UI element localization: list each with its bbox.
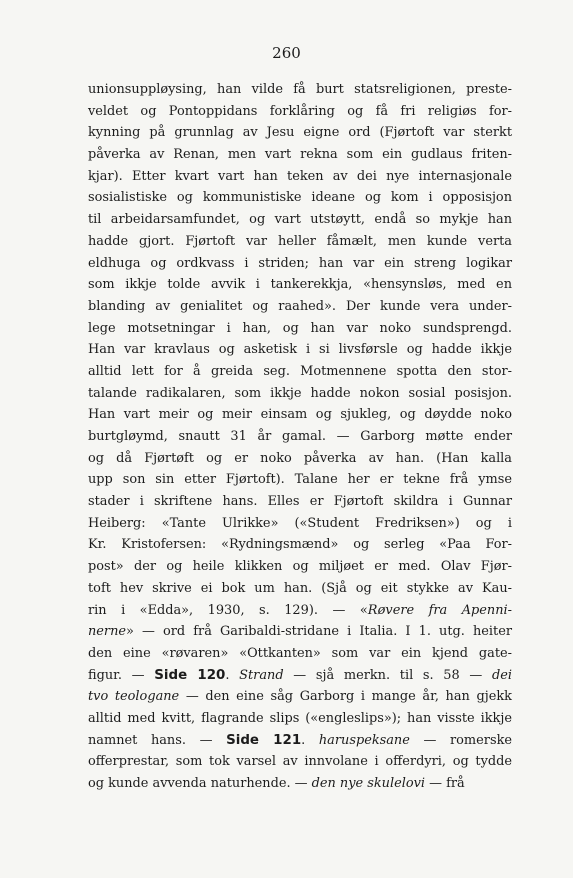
text-line <box>88 79 512 101</box>
text-line <box>88 318 512 340</box>
text-segment: eldhuga og ordkvass i striden; han var ein streng logikar <box>88 255 512 271</box>
text-segment: alltid lett for å greida seg. Motmennene spotta den stor- <box>88 363 512 379</box>
text-segment: — den eine såg Garborg i mange år, han gjekk <box>179 689 512 705</box>
text-segment: talande radikalaren, som ikkje hadde nokon sosial posisjon. <box>88 385 512 401</box>
text-segment: Heiberg: «Tante Ulrikke» («Student Fredriksen») og i <box>88 515 512 531</box>
page-body-text <box>88 79 512 795</box>
text-line <box>88 643 512 665</box>
text-segment: påverka av Renan, men vart rekna som ein gudlaus friten- <box>88 147 512 163</box>
text-line <box>88 274 512 296</box>
text-segment: som ikkje tolde avvik i tankerekkja, «hensynsløs, med en <box>88 277 512 293</box>
text-segment: Han vart meir og meir einsam og sjukleg, og døydde noko <box>88 407 512 423</box>
text-line <box>88 296 512 318</box>
text-segment: lege motsetningar i han, og han var noko sundsprengd. <box>88 320 512 336</box>
text-segment: post» der og heile klikken og miljøet er med. Olav Fjør- <box>88 559 512 575</box>
text-line <box>88 534 512 556</box>
text-segment: rin i «Edda», 1930, s. 129). — « <box>88 602 368 618</box>
page-number: 260 <box>272 44 301 62</box>
text-line <box>88 166 512 188</box>
text-line <box>88 101 512 123</box>
text-segment: og då Fjørtøft og er noko påverka av han. (Han kalla <box>88 450 512 466</box>
text-line <box>88 556 512 578</box>
text-segment: — frå <box>425 776 465 791</box>
italic-term: tvo teologane <box>88 689 180 705</box>
text-line <box>88 730 512 752</box>
text-segment: upp son sin etter Fjørtoft). Talane her er tekne frå ymse <box>88 472 512 488</box>
text-segment: og kunde avvenda naturhende. — <box>88 776 312 791</box>
text-line <box>88 665 512 687</box>
text-line <box>88 513 512 535</box>
text-line <box>88 578 512 600</box>
text-segment: blanding av genialitet og raahed». Der kunde vera under- <box>88 298 512 314</box>
italic-term: Røvere fra Apenni- <box>367 602 512 618</box>
text-segment: alltid med kvitt, flagrande slips («engleslips»); han visste ikkje <box>88 710 512 726</box>
text-segment: hadde gjort. Fjørtoft var heller fåmælt, men kunde verta <box>88 233 512 249</box>
text-line <box>88 144 512 166</box>
text-line <box>88 253 512 275</box>
text-segment: til arbeidarsamfundet, og vart utstøytt, endå so mykje han <box>88 212 512 228</box>
text-line <box>88 209 512 231</box>
text-line <box>88 621 512 643</box>
italic-term: dei <box>491 667 512 683</box>
text-segment: stader i skriftene hans. Elles er Fjørtoft skildra i Gunnar <box>88 494 512 510</box>
text-line <box>88 600 512 622</box>
text-segment: . <box>301 732 319 748</box>
text-segment: Kr. Kristofersen: «Rydningsmænd» og serleg «Paa For- <box>88 537 512 553</box>
text-line <box>88 122 512 144</box>
text-line <box>88 383 512 405</box>
text-segment: — sjå merkn. til s. 58 — <box>283 667 492 683</box>
text-segment: burtgløymd, snautt 31 år gamal. — Garborg møtte ender <box>88 429 512 444</box>
text-line <box>88 339 512 361</box>
italic-term: den nye skulelovi <box>311 776 426 791</box>
text-line <box>88 708 512 730</box>
text-line <box>88 361 512 383</box>
text-segment: figur. — <box>88 667 155 683</box>
page-reference: Side 120 <box>154 667 226 683</box>
text-line <box>88 231 512 253</box>
text-line <box>88 469 512 491</box>
text-segment: . <box>225 667 240 683</box>
text-line <box>88 773 512 795</box>
text-segment: offerprestar, som tok varsel av innvolane i offerdyri, og tydde <box>88 754 512 770</box>
text-segment: sosialistiske og kommunistiske ideane og kom i opposisjon <box>88 190 512 206</box>
text-segment: veldet og Pontoppidans forklåring og få fri religiøs for- <box>88 103 512 119</box>
text-line <box>88 426 512 448</box>
text-line <box>88 686 512 708</box>
text-segment: kjar). Etter kvart vart han teken av dei nye internasjonale <box>88 168 512 184</box>
text-line <box>88 751 512 773</box>
text-segment: unionsuppløysing, han vilde få burt statsreligionen, preste- <box>88 82 512 97</box>
text-line <box>88 448 512 470</box>
text-line <box>88 187 512 209</box>
text-segment: » — ord frå Garibaldi-stridane i Italia. I 1. utg. heiter <box>126 624 512 640</box>
italic-term: nerne <box>88 624 127 640</box>
text-line <box>88 404 512 426</box>
text-segment: den eine «røvaren» «Ottkanten» som var ein kjend gate- <box>88 645 512 661</box>
text-segment: namnet hans. — <box>88 732 227 748</box>
page-reference: Side 121 <box>226 732 302 748</box>
italic-term: Strand <box>239 667 284 683</box>
text-line <box>88 491 512 513</box>
text-segment: Han var kravlaus og asketisk i si livsførsle og hadde ikkje <box>88 342 512 358</box>
text-segment: toft hev skrive ei bok um han. (Sjå og eit stykke av Kau- <box>88 580 512 596</box>
text-segment: — romerske <box>409 732 513 748</box>
italic-term: haruspeksane <box>318 732 410 748</box>
text-segment: kynning på grunnlag av Jesu eigne ord (Fjørtoft var sterkt <box>88 125 512 141</box>
